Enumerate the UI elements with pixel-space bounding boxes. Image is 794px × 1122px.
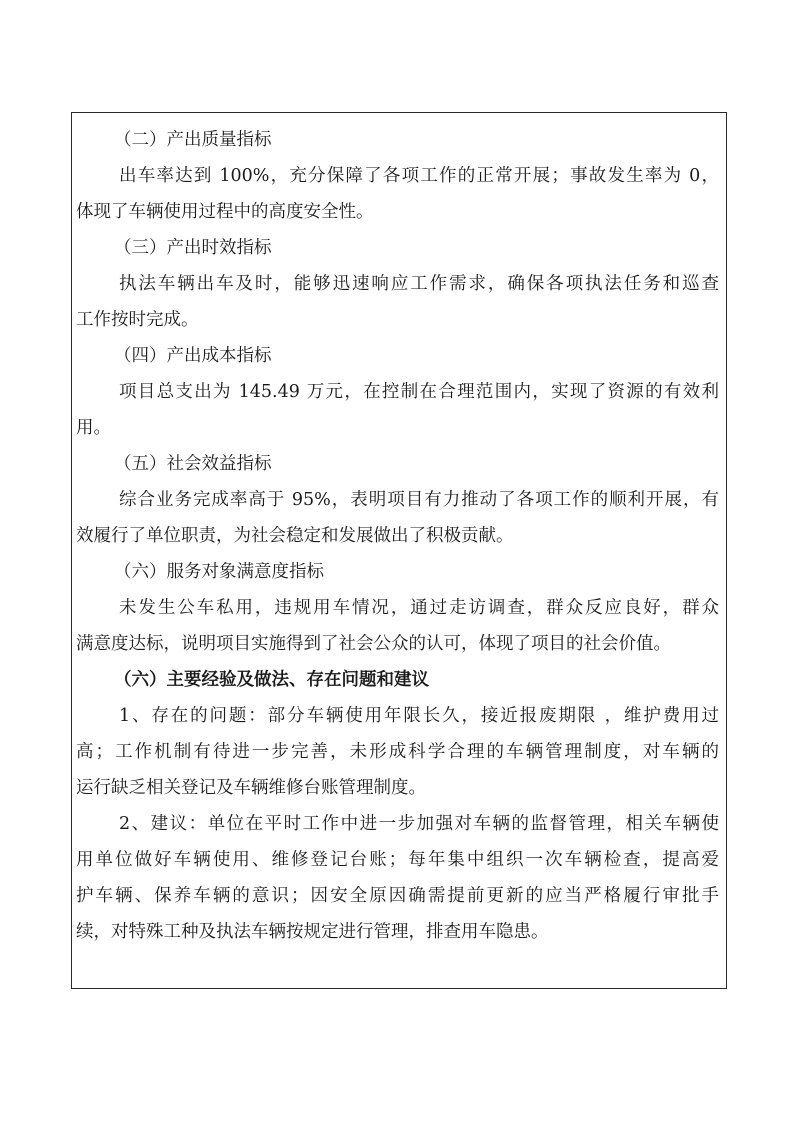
problems-line-1: 1、存在的问题：部分车辆使用年限长久，接近报废期限 ，维护费用过 xyxy=(119,706,719,726)
quality-line-2: 体现了车辆使用过程中的高度安全性。 xyxy=(76,202,374,222)
social-line-1: 综合业务完成率高于 95%，表明项目有力推动了各项工作的顺利开展，有 xyxy=(119,490,719,510)
quality-line-1: 出车率达到 100%，充分保障了各项工作的正常开展；事故发生率为 0， xyxy=(119,166,719,186)
timeliness-line-2: 工作按时完成。 xyxy=(76,310,199,330)
timeliness-line-1: 执法车辆出车及时，能够迅速响应工作需求，确保各项执法任务和巡查 xyxy=(119,274,719,294)
satisfaction-line-1: 未发生公车私用，违规用车情况，通过走访调查，群众反应良好，群众 xyxy=(119,598,719,618)
cost-line-1: 项目总支出为 145.49 万元，在控制在合理范围内，实现了资源的有效利 xyxy=(119,382,719,402)
problems-line-2: 高；工作机制有待进一步完善，未形成科学合理的车辆管理制度，对车辆的 xyxy=(76,742,719,762)
document-frame xyxy=(71,112,727,989)
cost-line-2: 用。 xyxy=(76,418,111,438)
suggestions-line-1: 2、建议：单位在平时工作中进一步加强对车辆的监督管理，相关车辆使 xyxy=(119,814,719,834)
heading-social: （五）社会效益指标 xyxy=(114,454,272,474)
heading-timeliness: （三）产出时效指标 xyxy=(114,238,272,258)
problems-line-3: 运行缺乏相关登记及车辆维修台账管理制度。 xyxy=(76,778,426,798)
satisfaction-line-2: 满意度达标，说明项目实施得到了社会公众的认可，体现了项目的社会价值。 xyxy=(76,634,671,654)
suggestions-line-4: 续，对特殊工种及执法车辆按规定进行管理，排查用车隐患。 xyxy=(76,922,549,942)
heading-experience: （六）主要经验及做法、存在问题和建议 xyxy=(114,670,429,690)
heading-cost: （四）产出成本指标 xyxy=(114,346,272,366)
social-line-2: 效履行了单位职责，为社会稳定和发展做出了积极贡献。 xyxy=(76,526,514,546)
heading-satisfaction: （六）服务对象满意度指标 xyxy=(114,562,324,582)
suggestions-line-3: 护车辆、保养车辆的意识；因安全原因确需提前更新的应当严格履行审批手 xyxy=(76,886,719,906)
heading-quality: （二）产出质量指标 xyxy=(114,130,272,150)
suggestions-line-2: 用单位做好车辆使用、维修登记台账；每年集中组织一次车辆检查，提高爱 xyxy=(76,850,719,870)
